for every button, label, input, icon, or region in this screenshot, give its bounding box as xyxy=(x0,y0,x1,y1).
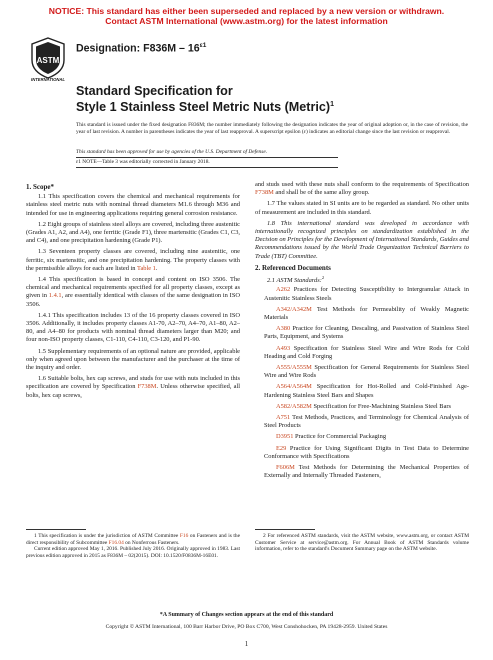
reference-code-link[interactable]: A555/A555M xyxy=(276,363,312,371)
reference-code-link[interactable]: A380 xyxy=(276,325,291,333)
footnote-2: 2 For referenced ASTM standards, visit the ASTM website, www.astm.org, or contact ASTM Customer Service at service@astm.org. For Annual Book of ASTM Standards volume information, refer to the standard's Document Summary page on the ASTM website. xyxy=(255,533,469,553)
reference-title: Test Methods for Permeability of Weakly Magnetic Materials xyxy=(264,305,469,321)
reference-item xyxy=(255,286,469,302)
page-number: 1 xyxy=(244,640,249,648)
reference-title: Specification for Stainless Steel Wire and Wire Rods for Cold Heading and Cold Forging xyxy=(264,344,469,360)
para-1-4: 1.4 This specification is based in concept and content on ISO 3506. The chemical and mechanical requirements specified for all property classes, except as given in 1.4.1, are essentially identical with classes of the same designation in ISO 3506. xyxy=(26,276,240,308)
reference-title: Practices for Detecting Susceptibility to Intergranular Attack in Austenitic Stainless Steels xyxy=(264,286,469,302)
reference-item xyxy=(255,433,469,441)
designation xyxy=(76,42,206,55)
para-1-2: 1.2 Eight groups of stainless steel alloys are covered, including three austenitic (Grades A1, A2, and A4), one ferritic (Grade F1), three martensitic (Grades C1, C3, and C4), and one precipitation hardening (Grade P1). xyxy=(26,220,240,245)
para-1-4-1: 1.4.1 This specification includes 13 of the 16 property classes covered in ISO 3506. Additionally, it includes property classes A1-70, A2–70, A4–70, A1–80, A2–80, and A4–80 for products with nominal thread diameters larger than M20; and four non-ISO property classes, C1-110, C4-110, C3-120, and P1-90. xyxy=(26,311,240,344)
para-1-5: 1.5 Supplementary requirements of an optional nature are provided, applicable only when agreed upon between the manufacturer and the purchaser at the time of the inquiry and order. xyxy=(26,347,240,372)
logo-label: INTERNATIONAL xyxy=(31,77,65,82)
ref-docs-heading: 2. Referenced Documents xyxy=(255,263,331,272)
footnote-1-edition: Current edition approved May 1, 2016. Published July 2016. Originally approved in 1983. Last previous edition approved in 2015 as F836M – 02(2015). DOI: 10.1520/F0836M-16E01. xyxy=(26,546,240,560)
notice-line-1: NOTICE: This standard has either been superseded and replaced by a new version or withdrawn. xyxy=(48,6,445,16)
title-line-2: Style 1 Stainless Steel Metric Nuts (Metric) xyxy=(76,100,331,115)
summary-of-changes-note: *A Summary of Changes section appears at the end of this standard xyxy=(159,612,334,618)
reference-title: Test Methods, Practices, and Terminology for Chemical Analysis of Steel Products xyxy=(264,414,469,430)
para-1-3: 1.3 Seventeen property classes are covered, including nine austenitic, one ferritic, six martensitic, and one precipitation hardening. The property classes with the permissible alloys for each are listed in Table 1. xyxy=(26,248,240,272)
reference-code-link[interactable]: F606M xyxy=(276,464,295,472)
reference-item xyxy=(255,383,469,399)
designation-epsilon: ε1 xyxy=(199,42,207,49)
dod-approval-note: This standard has been approved for use by agencies of the U.S. Department of Defense. xyxy=(76,149,268,155)
reference-item xyxy=(255,464,469,480)
reference-code-link[interactable]: A751 xyxy=(276,414,291,421)
section-1-4-1-link[interactable]: 1.4.1 xyxy=(48,292,62,300)
reference-item xyxy=(255,306,469,322)
f738m-link[interactable]: F738M xyxy=(137,383,157,391)
divider xyxy=(76,157,338,158)
copyright-line: Copyright © ASTM International, 100 Barr Harbor Drive, PO Box C700, West Conshohocken, PA 19428-2959. United States xyxy=(105,624,388,630)
notice-line-2: Contact ASTM International (www.astm.org) for the latest information xyxy=(105,16,388,26)
f16-04-link[interactable]: F16.04 xyxy=(108,539,124,546)
footnote-1: 1 This specification is under the jurisdiction of ASTM Committee F16 on Fasteners and is the direct responsibility of Subcommittee F16.04 on Nonferrous Fasteners. Current edition approved May 1, 2016. Published July 2016. Originally approved in 1983. Last previous edition approved in 2015 as F836M – 02(2015). DOI: 10.1520/F0836M-16E01. xyxy=(26,533,240,560)
reference-code-link[interactable]: D3951 xyxy=(276,433,294,441)
footnote-divider xyxy=(255,529,315,530)
reference-item xyxy=(255,364,469,380)
svg-text:ASTM: ASTM xyxy=(36,56,60,65)
astm-logo-icon xyxy=(28,36,68,82)
table-1-link[interactable]: Table 1 xyxy=(136,264,156,272)
reference-item xyxy=(255,414,469,430)
reference-item xyxy=(255,403,469,411)
title-footnote-ref: 1 xyxy=(330,101,334,108)
supersede-notice xyxy=(0,6,493,26)
title-line-1: Standard Specification for xyxy=(76,84,233,98)
issued-note: This standard is issued under the fixed designation F836M; the number immediately following the designation indicates the year of original adoption or, in the case of revision, the year of last revision. A number in parentheses indicates the year of last reapproval. A superscript epsilon (ε) indicates an editorial change since the last revision or reapproval. xyxy=(76,122,468,135)
para-1-6: 1.6 Suitable bolts, hex cap screws, and studs for use with nuts included in this specification are covered by Specification F738M. Unless otherwise specified, all bolts, hex cap screws, xyxy=(26,375,240,399)
reference-code-link[interactable]: A564/A564M xyxy=(276,383,312,391)
para-1-6-cont: and studs used with these nuts shall conform to the requirements of Specification F738M and shall be of the same alloy group. xyxy=(255,181,469,197)
reference-item xyxy=(255,325,469,341)
reference-list xyxy=(255,286,469,480)
reference-code-link[interactable]: A493 xyxy=(276,344,291,352)
right-column xyxy=(255,181,469,483)
reference-title: Specification for Free-Machining Stainless Steel Bars xyxy=(311,402,452,410)
reference-title: Specification for General Requirements for Stainless Steel Wire and Wire Rods xyxy=(264,363,469,380)
para-1-1: 1.1 This specification covers the chemical and mechanical requirements for stainless steel metric nuts with nominal thread diameters M1.6 through M36 and intended for use in engineering applications requiring general corrosion resistance. xyxy=(26,193,240,217)
reference-code-link[interactable]: A582/A582M xyxy=(276,402,312,410)
reference-code-link[interactable]: E29 xyxy=(276,444,287,452)
left-column xyxy=(26,181,240,403)
f16-link[interactable]: F16 xyxy=(179,533,189,539)
page-title xyxy=(76,84,334,114)
footnote-divider xyxy=(26,529,86,530)
reference-item xyxy=(255,445,469,461)
para-1-7: 1.7 The values stated in SI units are to be regarded as standard. No other units of measurement are included in this standard. xyxy=(255,200,469,216)
reference-title: Practice for Commercial Packaging xyxy=(293,433,387,441)
divider xyxy=(76,167,338,168)
reference-item xyxy=(255,345,469,361)
reference-title: Test Methods for Determining the Mechanical Properties of Externally and Internally Threaded Fasteners, xyxy=(264,464,469,480)
epsilon-note: ε1 NOTE—Table 3 was editorially corrected in January 2018. xyxy=(76,159,210,165)
designation-text: Designation: F836M – 16 xyxy=(76,42,200,55)
scope-heading: 1. Scope* xyxy=(26,183,54,191)
reference-title: Practice for Using Significant Digits in Test Data to Determine Conformance with Specifications xyxy=(264,444,469,460)
f738m-link[interactable]: F738M xyxy=(255,189,274,197)
para-1-8: 1.8 This international standard was developed in accordance with internationally recognized principles on standardization established in the Decision on Principles for the Development of International Standards, Guides and Recommendations issued by the World Trade Organization Technical Barriers to Trade (TBT) Committee. xyxy=(255,219,469,260)
reference-code-link[interactable]: A262 xyxy=(276,286,291,294)
reference-code-link[interactable]: A342/A342M xyxy=(276,305,312,313)
reference-title: Specification for Hot-Rolled and Cold-Finished Age-Hardening Stainless Steel Bars and Shapes xyxy=(264,383,469,399)
ref-subheading: 2.1 ASTM Standards:$^2$ xyxy=(267,275,325,285)
reference-title: Practice for Cleaning, Descaling, and Passivation of Stainless Steel Parts, Equipment, and Systems xyxy=(264,325,469,341)
